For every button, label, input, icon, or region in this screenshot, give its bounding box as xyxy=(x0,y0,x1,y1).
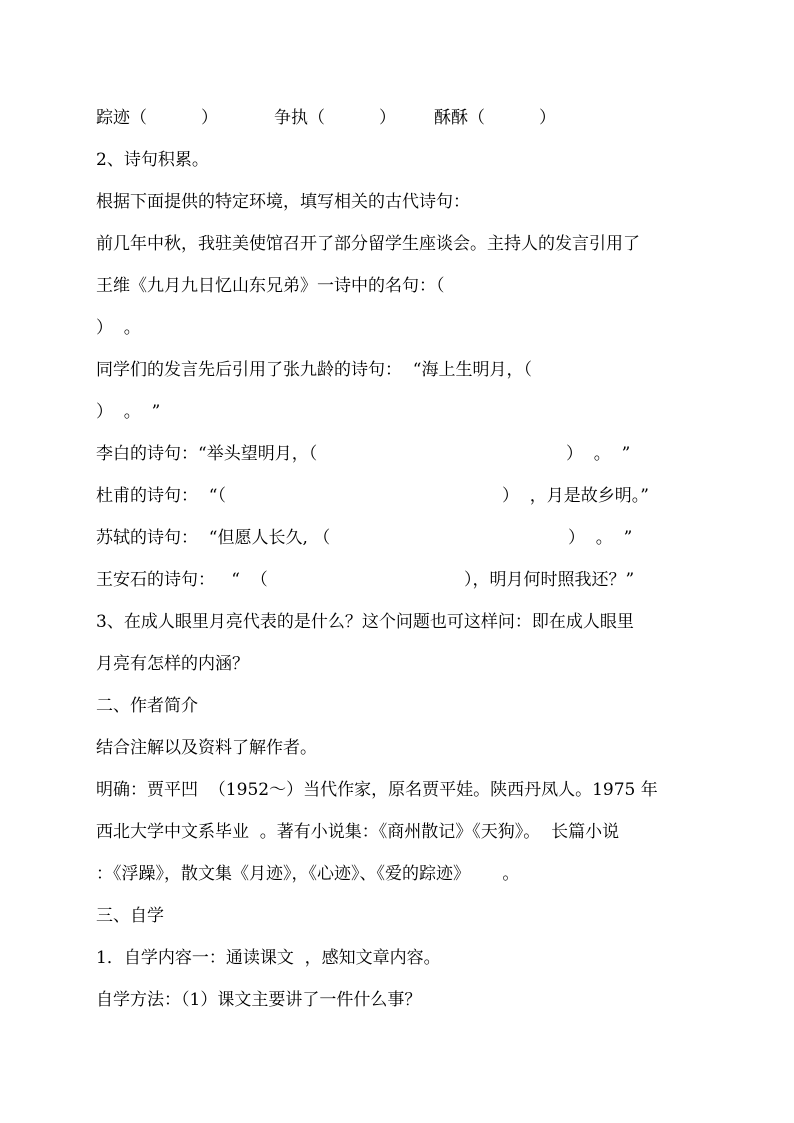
poem-prompt: 李白的诗句：“举头望明月，（ xyxy=(96,444,318,464)
poem-line-wanganshi xyxy=(96,568,716,592)
vocab-zhengzhi: 争执（ ） xyxy=(274,108,397,128)
blank-close: ） 。 ” xyxy=(96,402,161,422)
author-bio-line: 明确：贾平凹 （1952～）当代作家，原名贾平娃。陕西丹凤人。1975 年 xyxy=(96,780,658,800)
instruction-line: 根据下面提供的特定环境，填写相关的古代诗句： xyxy=(96,192,470,212)
selfstudy-method: 自学方法：（1）课文主要讲了一件什么事？ xyxy=(96,990,422,1010)
poem-blank-end: ） 。 ” xyxy=(568,528,633,548)
question-line: 3、在成人眼里月亮代表的是什么？这个问题也可这样问：即在成人眼里 xyxy=(96,612,634,632)
paragraph-line: 前几年中秋，我驻美使馆召开了部分留学生座谈会。主持人的发言引用了 xyxy=(96,234,640,254)
selfstudy-item: 1．自学内容一：通读课文 ，感知文章内容。 xyxy=(96,948,441,968)
vocab-line xyxy=(96,106,716,130)
blank-close: ） 。 xyxy=(96,318,141,338)
poem-prompt: 王安石的诗句： “ （ xyxy=(96,570,268,590)
author-bio-line: ：《浮躁》，散文集《月迹》，《心迹》、《爱的踪迹》 。 xyxy=(96,864,520,884)
question-line: 月亮有怎样的内涵？ xyxy=(96,654,249,674)
vocab-susu: 酥酥（ ） xyxy=(434,108,557,128)
vocab-zongji: 踪迹（ ） xyxy=(96,108,219,128)
poem-prompt: 杜甫的诗句： “（ xyxy=(96,486,226,506)
author-bio-line: 西北大学中文系毕业 。著有小说集：《商州散记》《天狗》。 长篇小说 xyxy=(96,822,620,842)
instruction-line: 结合注解以及资料了解作者。 xyxy=(96,738,317,758)
section-heading-poetry: 2、诗句积累。 xyxy=(96,150,209,170)
section-heading-author: 二、作者简介 xyxy=(96,696,198,716)
poem-line-sushi xyxy=(96,526,716,550)
poem-line-libai xyxy=(96,442,716,466)
paragraph-line: 王维《九月九日忆山东兄弟》一诗中的名句：（ xyxy=(96,276,445,296)
section-heading-selfstudy: 三、自学 xyxy=(96,906,164,926)
poem-prompt: 苏轼的诗句： “但愿人长久, （ xyxy=(96,528,331,548)
poem-blank-end: ），明月何时照我还？” xyxy=(464,570,635,590)
poem-line-dufu xyxy=(96,484,716,508)
poem-blank-end: ） 。 ” xyxy=(566,444,631,464)
paragraph-line: 同学们的发言先后引用了张九龄的诗句： “海上生明月，（ xyxy=(96,360,532,380)
poem-blank-end: ） ，月是故乡明。” xyxy=(502,486,649,506)
